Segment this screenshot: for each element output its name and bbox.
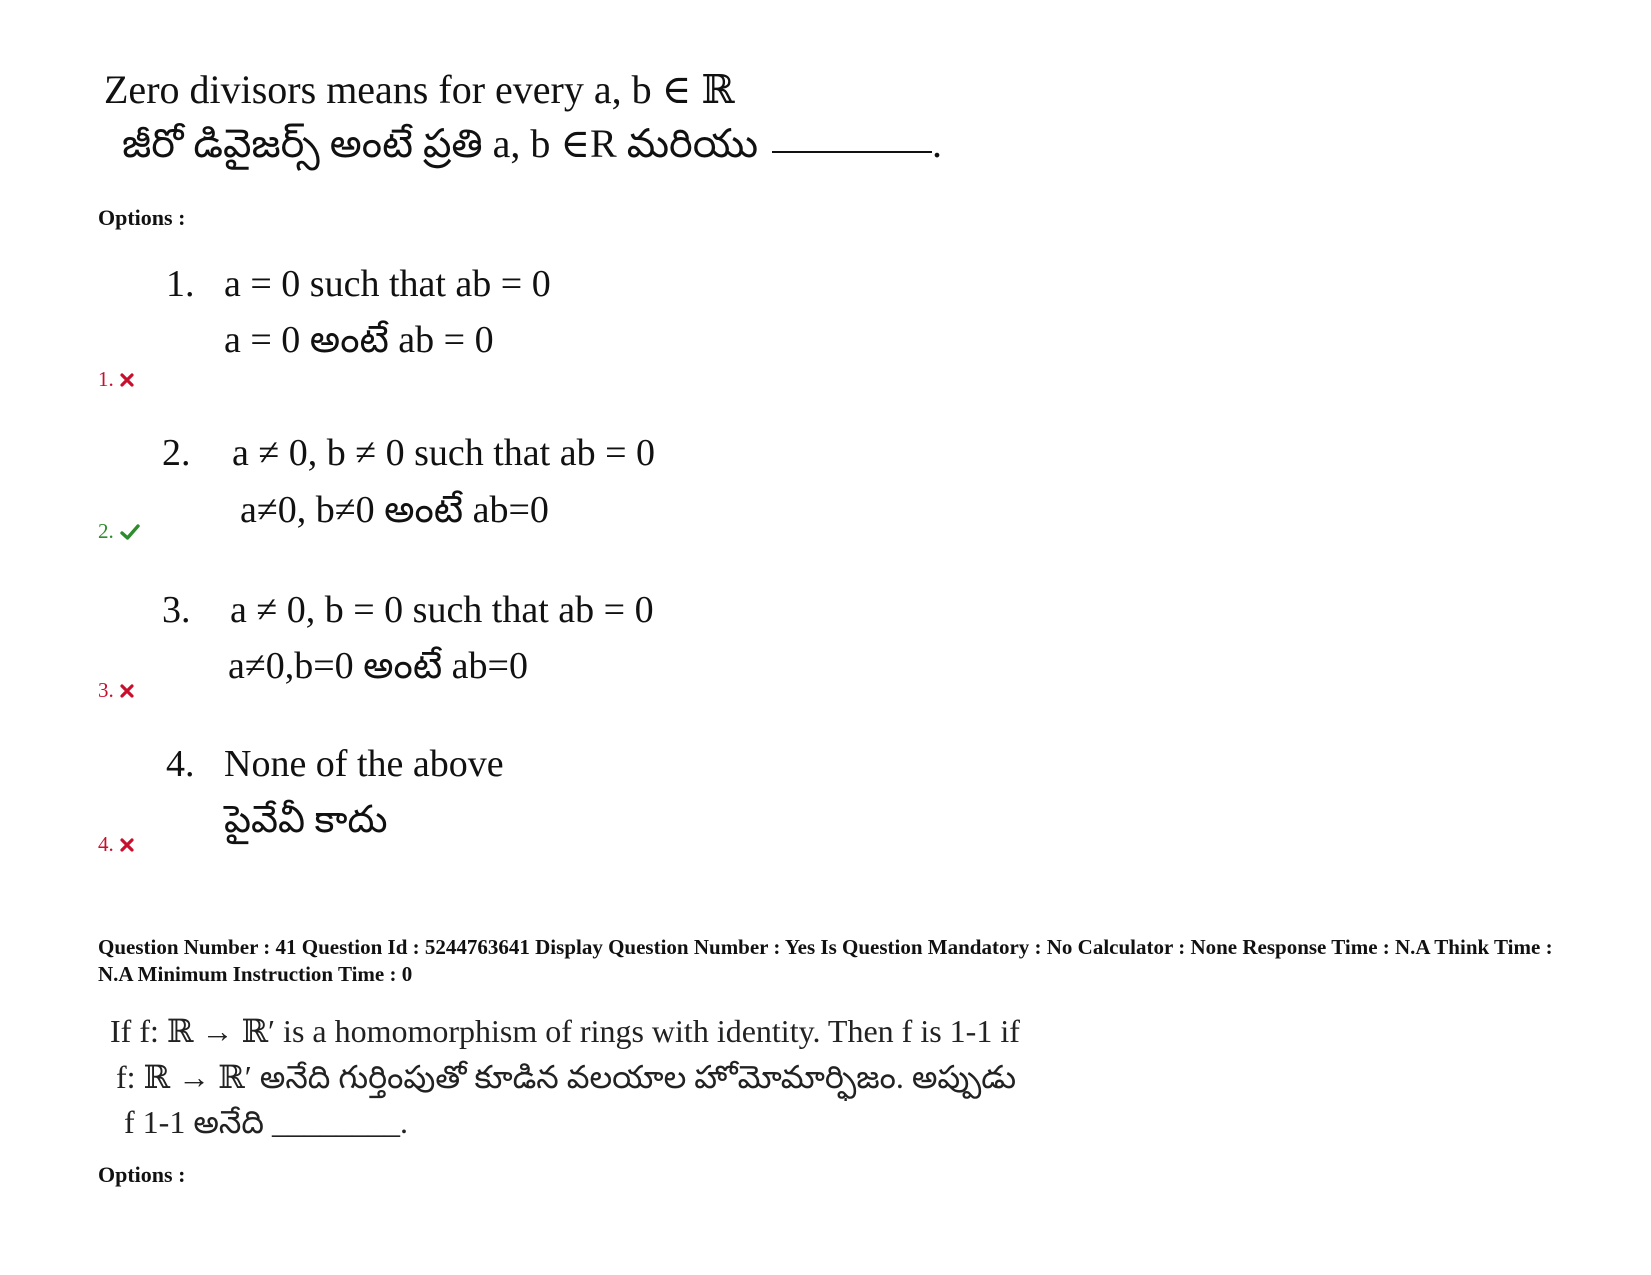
option-2-english: a ≠ 0, b ≠ 0 such that ab = 0 [232,432,656,474]
option-2-number: 2. [162,432,191,474]
options-label: Options : [98,205,186,230]
option-4-number: 4. [166,743,195,785]
option-3-english: a ≠ 0, b = 0 such that ab = 0 [230,589,654,631]
question-telugu-text: జీరో డివైజర్స్ అంటే ప్రతి a, b ∈R మరియు [122,121,759,166]
check-icon [120,524,140,540]
blank-end: . [932,121,943,166]
question2-line3: f 1-1 అనేది ________. [124,1104,408,1140]
option-3-telugu: a≠0,b=0 అంటే ab=0 [228,645,528,687]
answer-blank [772,143,932,153]
option-1-number: 1. [166,263,195,305]
cross-icon [120,684,134,698]
option-2-telugu: a≠0, b≠0 అంటే ab=0 [240,489,549,531]
option-3-number: 3. [162,589,191,631]
option-2-marker [98,519,140,544]
option-1-telugu: a = 0 అంటే ab = 0 [224,319,494,361]
option-3-marker-label: 3. [98,678,114,702]
option-4-telugu: పైవేవీ కాదు [224,799,388,841]
question-english: Zero divisors means for every a, b ∈ ℝ [104,67,735,112]
option-2-marker-label: 2. [98,519,114,543]
cross-icon [120,373,134,387]
options-label-2: Options : [98,1162,186,1187]
option-4-marker-label: 4. [98,832,114,856]
option-4-english: None of the above [224,743,504,785]
option-3-marker [98,678,134,703]
option-1-english: a = 0 such that ab = 0 [224,263,551,305]
option-1-marker-label: 1. [98,367,114,391]
question-meta: Question Number : 41 Question Id : 5244763641 Display Question Number : Yes Is Question Mandatory : No Calculator : None Response Time : N.A Think Time : N.A Minimum Instruction Time : 0 [98,935,1553,986]
option-4-marker [98,832,134,857]
option-1-marker [98,367,134,392]
question-telugu [122,120,942,177]
question2-line1: If f: ℝ → ℝ′ is a homomorphism of rings with identity. Then f is 1-1 if [110,1013,1020,1049]
cross-icon [120,838,134,852]
question2-line2: f: ℝ → ℝ′ అనేది గుర్తింపుతో కూడిన వలయాల హోమోమార్ఫిజం. అప్పుడు [116,1059,1017,1095]
